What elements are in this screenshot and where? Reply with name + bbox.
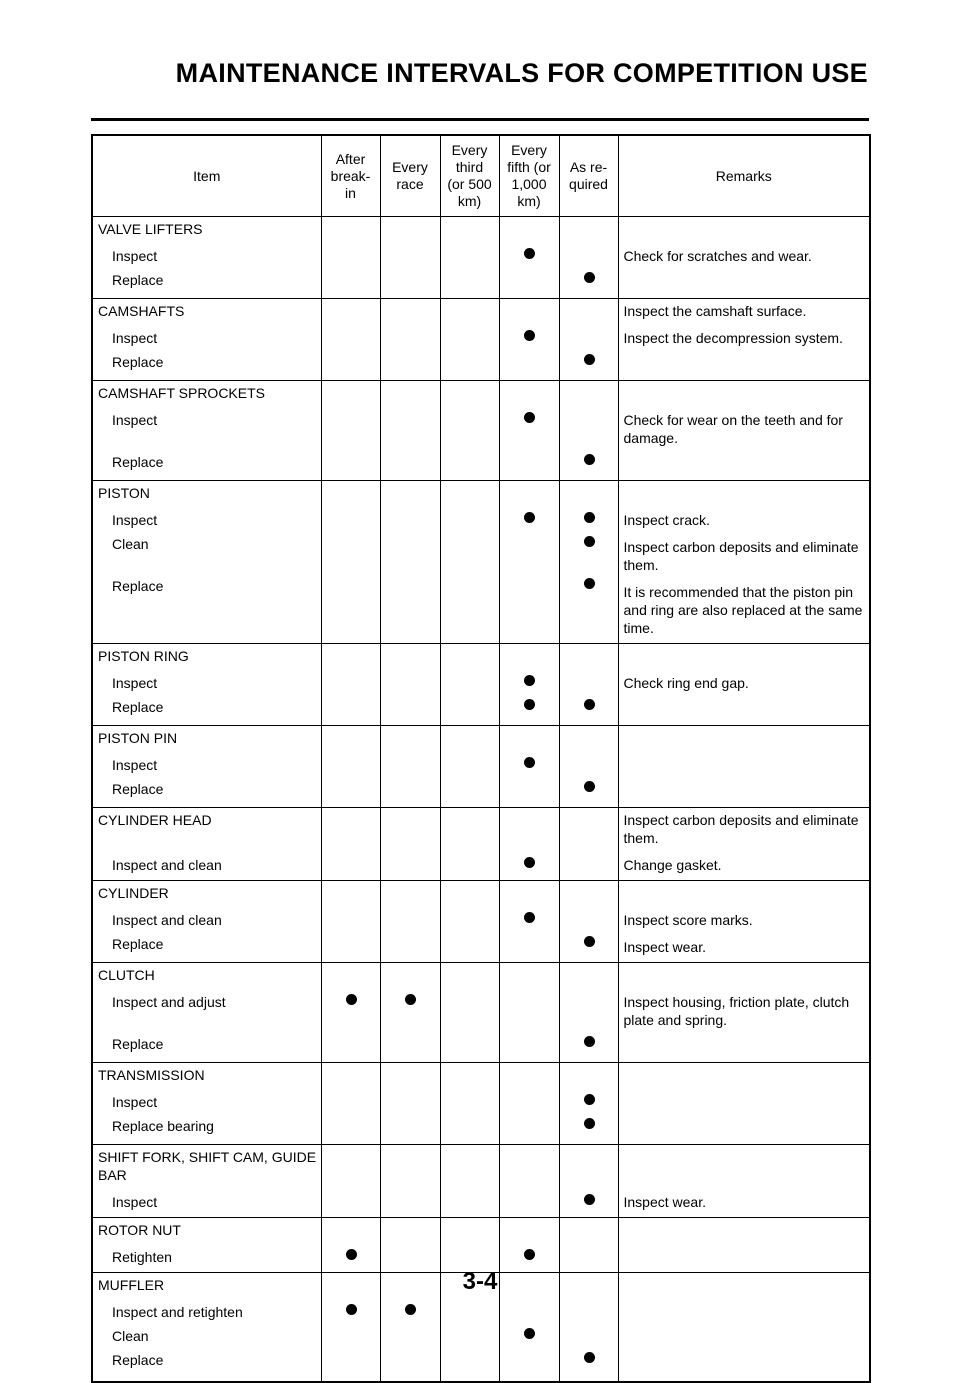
remark-text	[619, 1300, 870, 1327]
remark-text	[619, 1354, 870, 1381]
item-cell	[92, 1063, 321, 1145]
table-row	[92, 381, 870, 481]
interval-cell	[559, 726, 618, 808]
filled-circle-icon	[584, 699, 595, 710]
interval-cell	[440, 808, 499, 881]
interval-cell	[380, 808, 440, 881]
interval-cell	[440, 381, 499, 481]
remarks-cell	[618, 1063, 870, 1145]
header-row	[92, 135, 870, 217]
interval-cell	[499, 1145, 559, 1218]
interval-cell	[559, 963, 618, 1063]
remarks-cell	[618, 381, 870, 481]
interval-cell	[380, 963, 440, 1063]
filled-circle-icon	[405, 1304, 416, 1315]
table-body	[92, 217, 870, 1383]
interval-cell	[559, 217, 618, 299]
item-name: CLUTCH	[98, 967, 155, 983]
filled-circle-icon	[524, 675, 535, 686]
interval-cell	[321, 963, 380, 1063]
header-every-fifth: Every fifth (or 1,000 km)	[499, 135, 559, 217]
table-row	[92, 881, 870, 963]
interval-cell	[559, 881, 618, 963]
interval-cell	[559, 1063, 618, 1145]
interval-cell	[380, 481, 440, 644]
table-row	[92, 481, 870, 644]
remark-text	[619, 1090, 870, 1117]
remark-text	[619, 217, 870, 244]
interval-cell	[499, 381, 559, 481]
table-row	[92, 1218, 870, 1273]
interval-cell	[499, 481, 559, 644]
remark-text	[619, 271, 870, 298]
interval-cell	[499, 644, 559, 726]
page-title: MAINTENANCE INTERVALS FOR COMPETITION USE	[175, 58, 868, 88]
filled-circle-icon	[524, 1328, 535, 1339]
remark-text: Inspect carbon deposits and eliminate them.	[623, 539, 859, 573]
title-rule	[91, 118, 869, 121]
remark-text: Inspect score marks.	[623, 912, 753, 928]
filled-circle-icon	[584, 354, 595, 365]
interval-cell	[440, 644, 499, 726]
remarks-cell	[618, 808, 870, 881]
item-task: Clean	[112, 1328, 149, 1344]
interval-cell	[380, 381, 440, 481]
remark-text: Inspect crack.	[623, 512, 710, 528]
interval-cell	[321, 1063, 380, 1145]
interval-cell	[499, 808, 559, 881]
remark-text: Inspect wear.	[623, 1194, 706, 1210]
remark-text	[619, 1145, 870, 1190]
interval-cell	[499, 217, 559, 299]
maintenance-table	[91, 134, 871, 1383]
interval-cell	[440, 881, 499, 963]
filled-circle-icon	[524, 857, 535, 868]
item-name: CYLINDER	[98, 885, 169, 901]
item-task: Inspect and retighten	[112, 1304, 243, 1320]
remark-text	[619, 881, 870, 908]
interval-cell	[440, 1218, 499, 1273]
table-row	[92, 217, 870, 299]
interval-cell	[380, 1145, 440, 1218]
remark-text: Check for wear on the teeth and for damage.	[623, 412, 843, 446]
remark-text: Inspect wear.	[623, 939, 706, 955]
interval-cell	[499, 726, 559, 808]
remark-text	[619, 726, 870, 753]
remark-text: Inspect the decompression system.	[623, 330, 843, 346]
item-name: CAMSHAFTS	[98, 303, 185, 319]
remark-text	[619, 1063, 870, 1090]
filled-circle-icon	[524, 912, 535, 923]
item-task: Inspect	[112, 412, 158, 428]
item-task: Replace	[112, 936, 164, 952]
interval-cell	[440, 726, 499, 808]
table-row	[92, 808, 870, 881]
item-cell	[92, 1145, 321, 1218]
remark-text	[619, 381, 870, 408]
filled-circle-icon	[584, 1094, 595, 1105]
filled-circle-icon	[584, 272, 595, 283]
interval-cell	[321, 299, 380, 381]
interval-cell	[380, 1218, 440, 1273]
table-row	[92, 963, 870, 1063]
item-cell	[92, 299, 321, 381]
item-cell	[92, 381, 321, 481]
interval-cell	[499, 881, 559, 963]
interval-cell	[440, 481, 499, 644]
interval-cell	[380, 1063, 440, 1145]
remark-text: Inspect the camshaft surface.	[623, 303, 807, 319]
item-cell	[92, 1218, 321, 1273]
filled-circle-icon	[584, 454, 595, 465]
item-cell	[92, 881, 321, 963]
item-name: VALVE LIFTERS	[98, 221, 203, 237]
item-task: Replace	[112, 578, 164, 594]
filled-circle-icon	[346, 1304, 357, 1315]
header-as-required: As re- quired	[559, 135, 618, 217]
remark-text: Check for scratches and wear.	[623, 248, 812, 264]
remarks-cell	[618, 217, 870, 299]
item-name: CAMSHAFT SPROCKETS	[98, 385, 265, 401]
item-task: Replace	[112, 1036, 164, 1052]
interval-cell	[380, 299, 440, 381]
interval-cell	[440, 217, 499, 299]
item-task: Inspect	[112, 330, 158, 346]
page-number: 3-4	[462, 1268, 498, 1295]
filled-circle-icon	[584, 578, 595, 589]
table-row	[92, 299, 870, 381]
interval-cell	[559, 808, 618, 881]
item-task: Inspect and clean	[112, 912, 222, 928]
item-cell	[92, 726, 321, 808]
filled-circle-icon	[524, 512, 535, 523]
filled-circle-icon	[346, 994, 357, 1005]
interval-cell	[499, 1063, 559, 1145]
header-every-third: Every third (or 500 km)	[440, 135, 499, 217]
filled-circle-icon	[524, 412, 535, 423]
remark-text	[619, 481, 870, 508]
item-name: ROTOR NUT	[98, 1222, 181, 1238]
filled-circle-icon	[524, 248, 535, 259]
table-row	[92, 726, 870, 808]
interval-cell	[440, 1145, 499, 1218]
interval-cell	[380, 217, 440, 299]
interval-cell	[559, 381, 618, 481]
item-task: Replace	[112, 1352, 164, 1368]
item-task: Inspect	[112, 248, 158, 264]
interval-cell	[559, 1145, 618, 1218]
filled-circle-icon	[584, 936, 595, 947]
interval-cell	[380, 644, 440, 726]
item-name: MUFFLER	[98, 1277, 165, 1293]
item-task: Clean	[112, 536, 149, 552]
filled-circle-icon	[346, 1249, 357, 1260]
interval-cell	[440, 1063, 499, 1145]
header-remarks: Remarks	[618, 135, 870, 217]
interval-cell	[440, 963, 499, 1063]
remarks-cell	[618, 1218, 870, 1273]
interval-cell	[321, 381, 380, 481]
interval-cell	[559, 644, 618, 726]
remark-text: It is recommended that the piston pin and ring are also replaced at the same time.	[623, 584, 863, 636]
interval-cell	[440, 299, 499, 381]
interval-cell	[321, 217, 380, 299]
interval-cell	[499, 299, 559, 381]
filled-circle-icon	[584, 1036, 595, 1047]
remark-text	[619, 963, 870, 990]
table-row	[92, 644, 870, 726]
remark-text	[619, 698, 870, 725]
interval-cell	[380, 881, 440, 963]
header-item: Item	[92, 135, 321, 217]
item-cell	[92, 808, 321, 881]
remark-text: Change gasket.	[623, 857, 722, 873]
item-cell	[92, 644, 321, 726]
remarks-cell	[618, 644, 870, 726]
interval-cell	[380, 726, 440, 808]
remark-text: Inspect carbon deposits and eliminate them.	[623, 812, 859, 846]
remark-text	[619, 1327, 870, 1354]
remarks-cell	[618, 726, 870, 808]
filled-circle-icon	[584, 1194, 595, 1205]
interval-cell	[559, 299, 618, 381]
filled-circle-icon	[584, 781, 595, 792]
interval-cell	[321, 881, 380, 963]
item-cell	[92, 217, 321, 299]
interval-cell	[499, 1218, 559, 1273]
filled-circle-icon	[524, 1249, 535, 1260]
filled-circle-icon	[524, 757, 535, 768]
header-after-break-in: After break- in	[321, 135, 380, 217]
remark-text: Check ring end gap.	[623, 675, 749, 691]
item-task: Inspect and clean	[112, 857, 222, 873]
filled-circle-icon	[584, 536, 595, 547]
interval-cell	[321, 1145, 380, 1218]
item-task: Inspect	[112, 1094, 158, 1110]
interval-cell	[321, 644, 380, 726]
remarks-cell	[618, 963, 870, 1063]
interval-cell	[321, 726, 380, 808]
interval-cell	[321, 1218, 380, 1273]
item-task: Inspect	[112, 757, 158, 773]
interval-cell	[559, 481, 618, 644]
item-task: Replace	[112, 699, 164, 715]
remarks-cell	[618, 881, 870, 963]
item-name: PISTON PIN	[98, 730, 178, 746]
item-cell	[92, 963, 321, 1063]
item-task: Replace	[112, 781, 164, 797]
interval-cell	[559, 1218, 618, 1273]
remark-text	[619, 753, 870, 780]
item-task: Replace	[112, 454, 164, 470]
item-name: SHIFT FORK, SHIFT CAM, GUIDE BAR	[98, 1149, 317, 1183]
interval-cell	[499, 963, 559, 1063]
remarks-cell	[618, 481, 870, 644]
item-name: PISTON RING	[98, 648, 189, 664]
item-name: PISTON	[98, 485, 150, 501]
item-cell	[92, 481, 321, 644]
item-task: Retighten	[112, 1249, 172, 1265]
header-every-race: Every race	[380, 135, 440, 217]
table-row	[92, 1145, 870, 1218]
item-task: Inspect	[112, 512, 158, 528]
item-task: Inspect and adjust	[112, 994, 226, 1010]
filled-circle-icon	[584, 512, 595, 523]
remark-text	[619, 644, 870, 671]
filled-circle-icon	[584, 1118, 595, 1129]
remark-text	[619, 453, 870, 480]
item-task: Inspect	[112, 675, 158, 691]
remark-text	[619, 1035, 870, 1062]
filled-circle-icon	[405, 994, 416, 1005]
remark-text: Inspect housing, friction plate, clutch plate and spring.	[623, 994, 850, 1028]
filled-circle-icon	[524, 330, 535, 341]
remark-text	[619, 353, 870, 380]
item-task: Replace bearing	[112, 1118, 214, 1134]
remark-text	[619, 780, 870, 807]
filled-circle-icon	[524, 699, 535, 710]
item-task: Replace	[112, 272, 164, 288]
item-name: TRANSMISSION	[98, 1067, 205, 1083]
item-task: Replace	[112, 354, 164, 370]
interval-cell	[321, 808, 380, 881]
remarks-cell	[618, 1145, 870, 1218]
interval-cell	[321, 481, 380, 644]
table-row	[92, 1063, 870, 1145]
item-name: CYLINDER HEAD	[98, 812, 212, 828]
remark-text	[619, 1117, 870, 1144]
remark-text	[619, 1218, 870, 1245]
remarks-cell	[618, 299, 870, 381]
item-task: Inspect	[112, 1194, 158, 1210]
